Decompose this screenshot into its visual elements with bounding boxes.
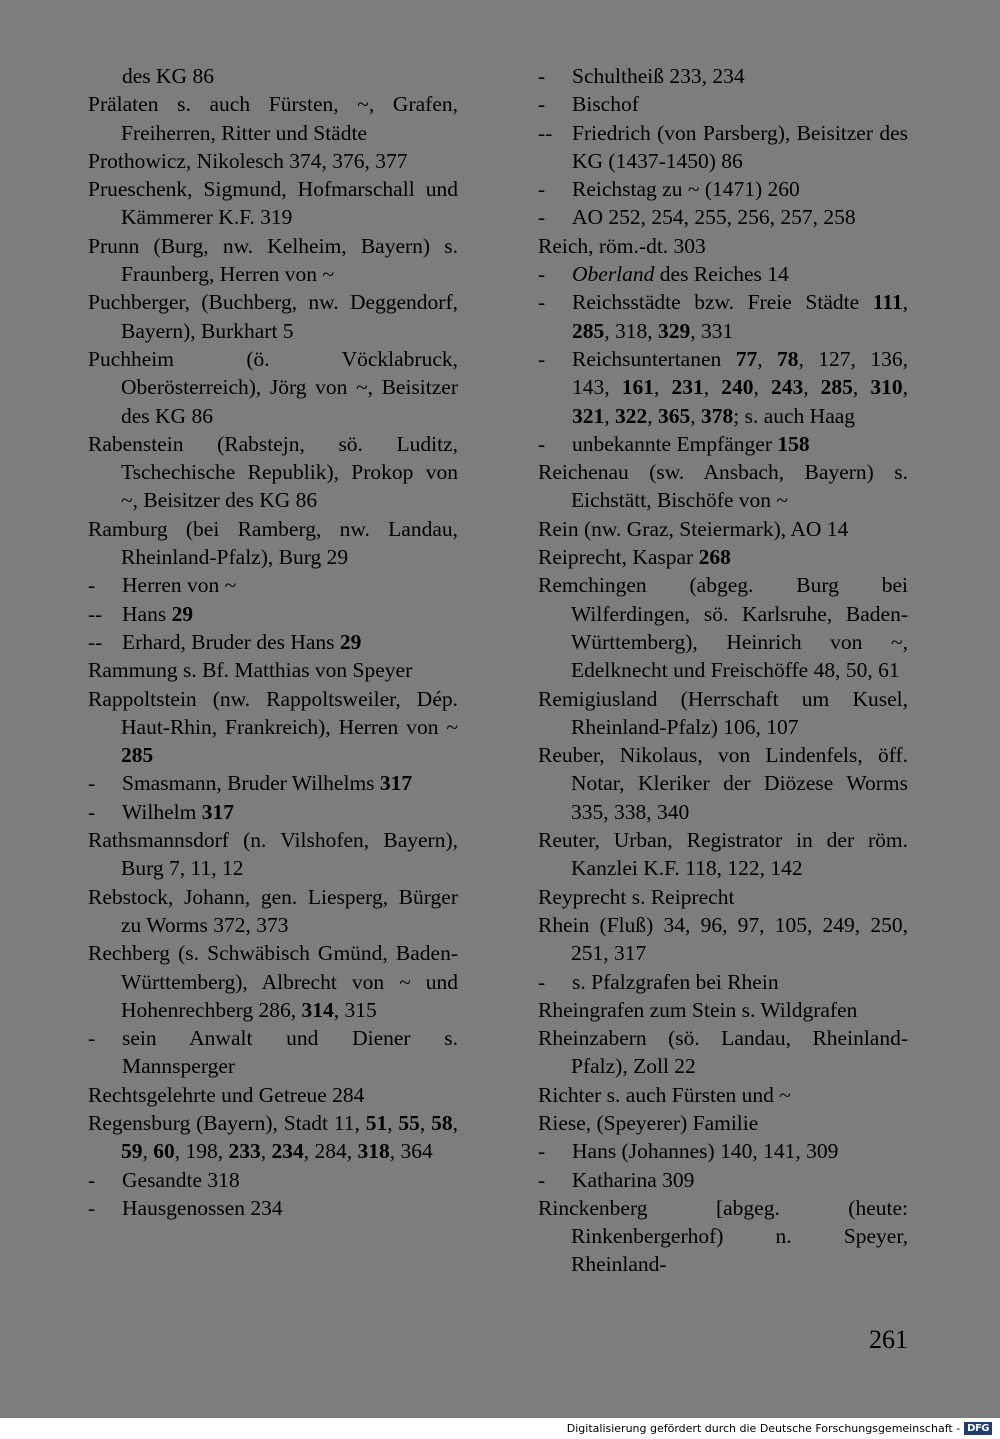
subentry-dash: - xyxy=(538,205,546,230)
subentry-dash: - xyxy=(88,1167,96,1192)
subentry-dash: -- xyxy=(88,601,103,626)
index-entry xyxy=(88,656,458,684)
entry-text: Rammung s. Bf. Matthias von Speyer xyxy=(88,658,413,683)
index-subentry xyxy=(88,1166,458,1194)
index-subentry xyxy=(538,968,908,996)
entry-text: Wilhelm 317 xyxy=(122,799,234,824)
index-entry xyxy=(88,939,458,1024)
index-entry xyxy=(538,996,908,1024)
subentry-dash: - xyxy=(88,1195,96,1220)
index-entry xyxy=(538,458,908,515)
subentry-dash: - xyxy=(538,290,546,315)
entry-text: Reuber, Nikolaus, von Lindenfels, öff. Notar, Kleriker der Diözese Worms 335, 338, 340 xyxy=(538,743,908,824)
entry-text: Remigiusland (Herrschaft um Kusel, Rheinland-Pfalz) 106, 107 xyxy=(538,686,908,739)
entry-text: Reyprecht s. Reiprecht xyxy=(538,884,735,909)
index-entry xyxy=(88,175,458,232)
entry-text: Reuter, Urban, Registrator in der röm. Kanzlei K.F. 118, 122, 142 xyxy=(538,828,908,881)
index-entry xyxy=(88,826,458,883)
entry-text: Gesandte 318 xyxy=(122,1167,240,1192)
entry-text: Reich, röm.-dt. 303 xyxy=(538,233,706,258)
index-entry xyxy=(88,685,458,770)
subentry-dash: - xyxy=(538,262,546,287)
subentry-dash: - xyxy=(538,64,546,88)
index-entry xyxy=(88,515,458,572)
index-subentry xyxy=(538,1166,908,1194)
index-entry xyxy=(538,1081,908,1109)
entry-text: Reichsuntertanen 77, 78, 127, 136, 143, 161, 231, 240, 243, 285, 310, 321, 322, 365, 378; s. auch Haag xyxy=(572,346,909,428)
subentry-dash: - xyxy=(538,1167,546,1192)
entry-text: Bischof xyxy=(572,92,639,117)
index-entry xyxy=(538,571,908,684)
subentry-dash: - xyxy=(538,431,546,456)
index-subentry xyxy=(88,798,458,826)
entry-text: Herren von ~ xyxy=(122,573,237,598)
index-entry xyxy=(88,90,458,147)
page-number: 261 xyxy=(869,1325,908,1354)
index-entry xyxy=(88,147,458,175)
index-entry xyxy=(88,232,458,289)
index-subentry xyxy=(88,628,458,656)
entry-text: Rheingrafen zum Stein s. Wildgrafen xyxy=(538,997,858,1022)
index-continuation xyxy=(88,62,458,90)
subentry-dash: - xyxy=(538,969,546,994)
entry-text: AO 252, 254, 255, 256, 257, 258 xyxy=(572,205,856,230)
index-entry xyxy=(538,1194,908,1279)
subentry-dash: - xyxy=(88,1026,96,1051)
entry-text: Hausgenossen 234 xyxy=(122,1195,283,1220)
index-entry xyxy=(538,826,908,883)
entry-text: Regensburg (Bayern), Stadt 11, 51, 55, 58, 59, 60, 198, 233, 234, 284, 318, 364 xyxy=(88,1110,459,1164)
index-subentry xyxy=(88,1194,458,1222)
index-entry xyxy=(538,543,908,571)
entry-text: Remchingen (abgeg. Burg bei Wilferdingen, sö. Karlsruhe, Baden-Württemberg), Heinrich von ~, Edelknecht und Freischöffe 48, 50, 61 xyxy=(538,573,908,683)
entry-text: Rechtsgelehrte und Getreue 284 xyxy=(88,1082,365,1107)
index-entry xyxy=(88,288,458,345)
entry-text: Prothowicz, Nikolesch 374, 376, 377 xyxy=(88,148,408,173)
index-entry xyxy=(538,1109,908,1137)
entry-text: Erhard, Bruder des Hans 29 xyxy=(122,629,362,654)
index-entry xyxy=(538,232,908,260)
index-entry xyxy=(538,685,908,742)
index-subentry xyxy=(538,1137,908,1165)
index-entry xyxy=(538,515,908,543)
entry-text: Katharina 309 xyxy=(572,1167,695,1192)
index-subentry xyxy=(538,430,908,458)
entry-text: des KG 86 xyxy=(122,64,214,88)
index-subentry xyxy=(538,119,908,176)
entry-text: s. Pfalzgrafen bei Rhein xyxy=(572,969,779,994)
entry-text: Prunn (Burg, nw. Kelheim, Bayern) s. Fraunberg, Herren von ~ xyxy=(88,233,458,287)
entry-text: Rhein (Fluß) 34, 96, 97, 105, 249, 250, 251, 317 xyxy=(538,912,908,966)
index-entry xyxy=(88,1081,458,1109)
footer xyxy=(0,1418,1000,1439)
subentry-dash: - xyxy=(538,92,546,117)
index-entry xyxy=(538,741,908,826)
entry-text: Reichstag zu ~ (1471) 260 xyxy=(572,177,800,202)
subentry-dash: - xyxy=(88,573,96,598)
entry-text: Oberland des Reiches 14 xyxy=(572,262,789,287)
entry-text: Rebstock, Johann, gen. Liesperg, Bürger zu Worms 372, 373 xyxy=(88,884,458,937)
footer-text: Digitalisierung gefördert durch die Deutsche Forschungsgemeinschaft - xyxy=(566,1422,961,1435)
entry-text: Prueschenk, Sigmund, Hofmarschall und Kämmerer K.F. 319 xyxy=(88,177,458,230)
entry-text: Rappoltstein (nw. Rappoltsweiler, Dép. Haut-Rhin, Frankreich), Herren von ~ 285 xyxy=(88,686,458,768)
entry-text: Rinckenberg [abgeg. (heute: Rinkenbergerhof) n. Speyer, Rheinland- xyxy=(538,1195,908,1277)
subentry-dash: -- xyxy=(88,629,103,654)
entry-text: Reichsstädte bzw. Freie Städte 111, 285, 318, 329, 331 xyxy=(572,290,908,343)
entry-text: Reichenau (sw. Ansbach, Bayern) s. Eichstätt, Bischöfe von ~ xyxy=(538,460,908,513)
entry-text: Puchheim (ö. Vöcklabruck, Oberösterreich), Jörg von ~, Beisitzer des KG 86 xyxy=(88,346,458,428)
dfg-logo: DFG xyxy=(964,1422,992,1435)
index-subentry xyxy=(538,345,908,430)
index-subentry xyxy=(88,769,458,797)
entry-text: Rathsmannsdorf (n. Vilshofen, Bayern), Burg 7, 11, 12 xyxy=(88,828,458,881)
index-entry xyxy=(88,430,458,515)
subentry-dash: - xyxy=(88,799,96,824)
entry-text: Schultheiß 233, 234 xyxy=(572,64,745,88)
index-subentry xyxy=(538,175,908,203)
index-subentry xyxy=(88,600,458,628)
index-subentry xyxy=(538,62,908,90)
index-subentry xyxy=(538,260,908,288)
entry-text: Friedrich (von Parsberg), Beisitzer des KG (1437-1450) 86 xyxy=(572,120,908,173)
index-column-right xyxy=(538,62,908,1279)
subentry-dash: - xyxy=(538,1139,546,1164)
entry-text: Rechberg (s. Schwäbisch Gmünd, Baden-Württemberg), Albrecht von ~ und Hohenrechberg 286, 314, 315 xyxy=(88,941,458,1022)
index-column-left xyxy=(88,62,458,1222)
entry-text: Riese, (Speyerer) Familie xyxy=(538,1110,759,1135)
entry-text: Prälaten s. auch Fürsten, ~, Grafen, Freiherren, Ritter und Städte xyxy=(88,92,458,145)
entry-text: Richter s. auch Fürsten und ~ xyxy=(538,1082,791,1107)
subentry-dash: - xyxy=(538,346,546,371)
entry-text: Hans 29 xyxy=(122,601,194,626)
entry-text: Rabenstein (Rabstejn, sö. Luditz, Tschechische Republik), Prokop von ~, Beisitzer des KG 86 xyxy=(88,431,458,513)
entry-text: Smasmann, Bruder Wilhelms 317 xyxy=(122,771,413,796)
entry-text: unbekannte Empfänger 158 xyxy=(572,431,810,456)
index-subentry xyxy=(538,288,908,345)
index-subentry xyxy=(538,203,908,231)
index-entry xyxy=(538,911,908,968)
entry-text: Reiprecht, Kaspar 268 xyxy=(538,545,731,570)
entry-text: sein Anwalt und Diener s. Mannsperger xyxy=(122,1026,458,1079)
index-entry xyxy=(88,883,458,940)
index-subentry xyxy=(538,90,908,118)
entry-text: Puchberger, (Buchberg, nw. Deggendorf, Bayern), Burkhart 5 xyxy=(88,290,458,343)
entry-text: Rheinzabern (sö. Landau, Rheinland-Pfalz), Zoll 22 xyxy=(538,1026,908,1079)
subentry-dash: - xyxy=(88,771,96,796)
subentry-dash: - xyxy=(538,177,546,202)
subentry-dash: -- xyxy=(538,120,553,145)
index-entry xyxy=(538,1024,908,1081)
index-entry xyxy=(88,1109,458,1166)
entry-text: Ramburg (bei Ramberg, nw. Landau, Rheinland-Pfalz), Burg 29 xyxy=(88,516,458,570)
index-subentry xyxy=(88,1024,458,1081)
index-subentry xyxy=(88,571,458,599)
entry-text: Hans (Johannes) 140, 141, 309 xyxy=(572,1139,839,1164)
index-entry xyxy=(538,883,908,911)
index-entry xyxy=(88,345,458,430)
entry-text: Rein (nw. Graz, Steiermark), AO 14 xyxy=(538,516,849,541)
